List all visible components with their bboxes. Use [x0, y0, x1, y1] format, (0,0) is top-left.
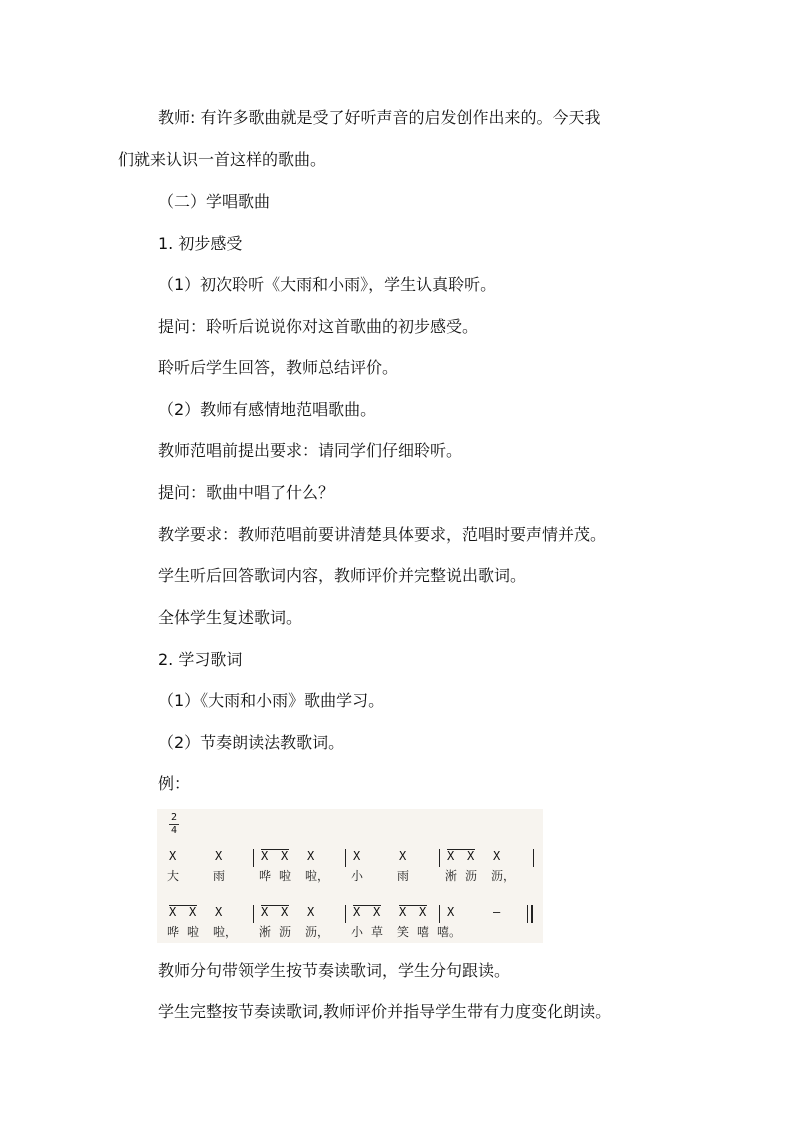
beam [447, 849, 475, 850]
note: X [353, 905, 361, 919]
note: X [353, 849, 361, 863]
paragraph-line: 学生听后回答歌词内容，教师评价并完整说出歌词。 [158, 566, 527, 585]
note: X [373, 905, 381, 919]
final-barline [527, 905, 533, 923]
barline [345, 905, 346, 923]
note: X [169, 849, 177, 863]
beam [261, 905, 289, 906]
paragraph-line: 教师分句带领学生按节奏读歌词，学生分句跟读。 [158, 961, 511, 980]
paragraph-line: （2）节奏朗读法教歌词。 [158, 733, 345, 752]
example-label: 例： [158, 774, 191, 793]
paragraph-line: 全体学生复述歌词。 [158, 608, 303, 627]
paragraph-line: （2）教师有感情地范唱歌曲。 [158, 400, 377, 419]
paragraph-line: 们就来认识一首这样的歌曲。 [118, 150, 327, 169]
note: X [215, 849, 223, 863]
barline [345, 849, 346, 867]
paragraph-line: 提问：聆听后说说你对这首歌曲的初步感受。 [158, 317, 479, 336]
barline [439, 849, 440, 867]
note: X [261, 849, 269, 863]
rhythm-row-1 [157, 849, 543, 867]
note: X [281, 849, 289, 863]
paragraph-line: 提问：歌曲中唱了什么？ [158, 483, 335, 502]
barline [439, 905, 440, 923]
note: X [281, 905, 289, 919]
rhythm-row-2 [157, 905, 543, 923]
beam [169, 905, 197, 906]
note: X [419, 905, 427, 919]
beam [261, 849, 289, 850]
barline [533, 849, 534, 867]
time-signature: 2 4 [170, 812, 178, 836]
lyrics-row-1: 大 雨 哗 啦 啦， 小 雨 淅 沥 沥， [167, 869, 516, 883]
barline [253, 849, 254, 867]
paragraph-line: 教学要求：教师范唱前要讲清楚具体要求，范唱时要声情并茂。 [158, 525, 607, 544]
paragraph-line: （1）《大雨和小雨》歌曲学习。 [158, 691, 385, 710]
note: X [399, 905, 407, 919]
note: X [215, 905, 223, 919]
note: X [447, 849, 455, 863]
rhythm-notation [157, 809, 543, 943]
note: X [493, 849, 501, 863]
paragraph-line: 教师范唱前提出要求：请同学们仔细聆听。 [158, 441, 463, 460]
rest-dash: – [493, 905, 501, 919]
paragraph-line: 聆听后学生回答，教师总结评价。 [158, 358, 399, 377]
note: X [169, 905, 177, 919]
beam [399, 905, 427, 906]
lyrics-row-2: 哗 啦 啦， 淅 沥 沥， 小 草 笑 嘻 嘻。 [167, 925, 462, 939]
beam [353, 905, 381, 906]
note: X [261, 905, 269, 919]
note: X [307, 905, 315, 919]
note: X [467, 849, 475, 863]
note: X [307, 849, 315, 863]
barline [253, 905, 254, 923]
paragraph-line: （1）初次聆听《大雨和小雨》，学生认真聆听。 [158, 275, 497, 294]
note: X [399, 849, 407, 863]
note: X [189, 905, 197, 919]
section-heading: （二）学唱歌曲 [158, 192, 271, 211]
subsection-heading: 2. 学习歌词 [158, 650, 243, 669]
subsection-heading: 1. 初步感受 [158, 234, 243, 253]
paragraph-line: 教师: 有许多歌曲就是受了好听声音的启发创作出来的。今天我 [158, 108, 601, 127]
paragraph-line: 学生完整按节奏读歌词,教师评价并指导学生带有力度变化朗读。 [158, 1002, 612, 1021]
note: X [447, 905, 455, 919]
